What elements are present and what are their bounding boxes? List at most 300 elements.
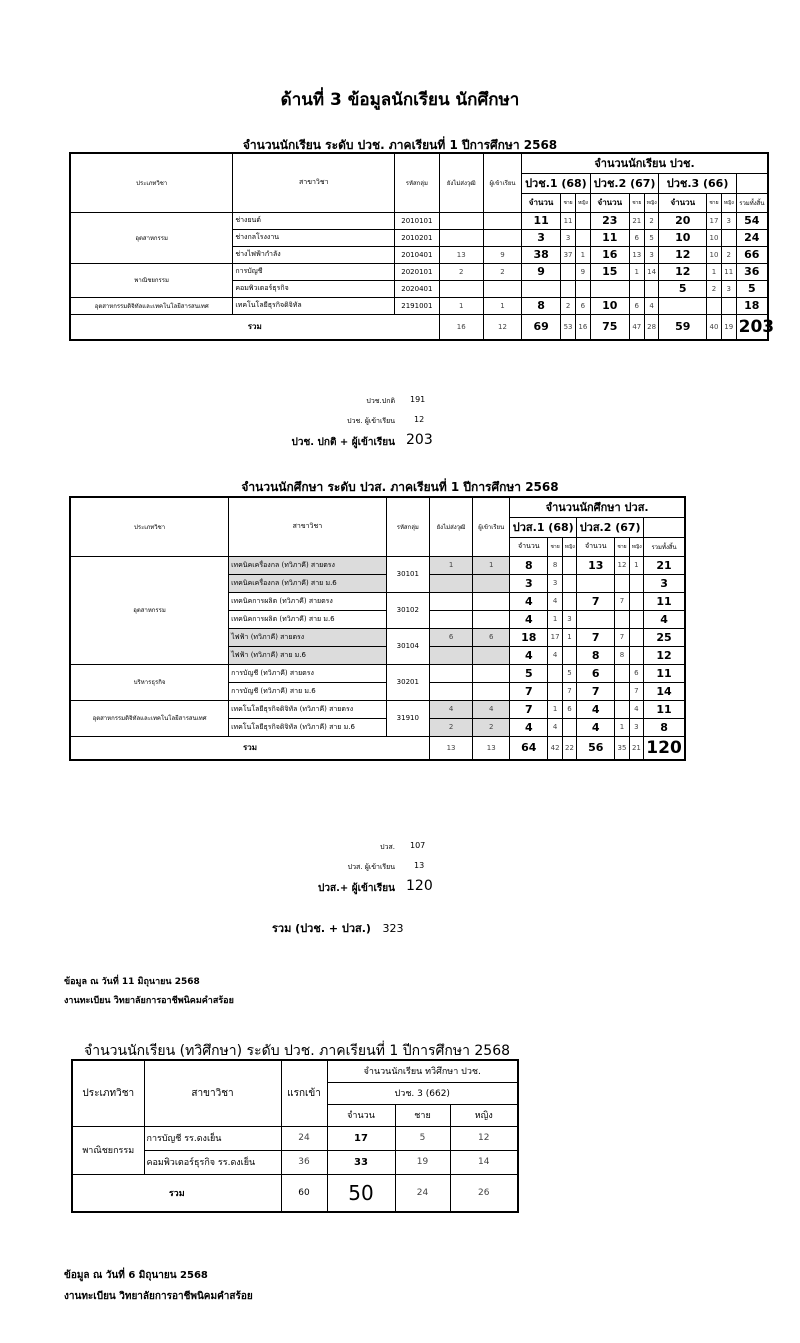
total-applicants: 13: [473, 736, 510, 760]
y1-female-cell: 6: [575, 297, 590, 314]
total-first-entry: 60: [281, 1174, 327, 1212]
summary-value: 107: [410, 841, 426, 850]
y2-female-cell: 3: [629, 718, 643, 736]
y1-count-cell: 18: [510, 628, 548, 646]
code-cell: 30102: [386, 592, 429, 628]
total-y3-male: 40: [707, 314, 722, 340]
total-y1-count: 69: [522, 314, 561, 340]
total-y3-count: 59: [659, 314, 707, 340]
unconfirmed-cell: 1: [429, 556, 472, 574]
y2-male-cell: [615, 682, 629, 700]
header-year1: ปวช.1 (68): [522, 173, 591, 193]
table-row: [70, 664, 685, 682]
header-group: จำนวนนักเรียน ทวิศึกษา ปวช.: [327, 1060, 518, 1082]
total-y2-male: 47: [629, 314, 644, 340]
y1-female-cell: [575, 212, 590, 229]
y1-male-cell: 2: [561, 297, 576, 314]
y3-female-cell: 2: [721, 246, 736, 263]
grand-total-line: [272, 919, 403, 937]
total-cell: 36: [736, 263, 768, 280]
y2-female-cell: [629, 592, 643, 610]
table1-title: จำนวนนักเรียน ระดับ ปวช. ภาคเรียนที่ 1 ปีการศึกษา 2568: [242, 138, 558, 152]
total-cell: 11: [644, 664, 685, 682]
header-male: ชาย: [548, 537, 562, 556]
type-cell: อุตสาหกรรมดิจิทัลและเทคโนโลยีสารสนเทศ: [70, 297, 233, 314]
y2-female-cell: 6: [629, 664, 643, 682]
code-cell: 2010101: [395, 212, 439, 229]
y1-male-cell: 17: [548, 628, 562, 646]
applicants-cell: 4: [473, 700, 510, 718]
unconfirmed-cell: 1: [439, 297, 483, 314]
total-cell: 54: [736, 212, 768, 229]
total-cell: 24: [736, 229, 768, 246]
y2-male-cell: 6: [629, 229, 644, 246]
y2-count-cell: [577, 610, 615, 628]
y3-count-cell: 20: [659, 212, 707, 229]
y1-count-cell: 7: [510, 700, 548, 718]
female-cell: 14: [450, 1150, 518, 1174]
data-date-note: ข้อมูล ณ วันที่ 6 มิถุนายน 2568: [64, 1270, 208, 1281]
y2-female-cell: 7: [629, 682, 643, 700]
header-female: หญิง: [629, 537, 643, 556]
applicants-cell: [483, 229, 521, 246]
header-major: สาขาวิชา: [229, 497, 387, 556]
major-cell: คอมพิวเตอร์ธุรกิจ รร.ดงเย็น: [144, 1150, 281, 1174]
y2-female-cell: [629, 610, 643, 628]
header-applicants: ผู้เข้าเรียน: [483, 153, 521, 212]
total-label: รวม: [70, 314, 439, 340]
total-label: รวม: [72, 1174, 281, 1212]
header-count: จำนวน: [327, 1104, 395, 1126]
y1-male-cell: 3: [561, 229, 576, 246]
y2-female-cell: [644, 280, 659, 297]
unconfirmed-cell: [429, 574, 472, 592]
first-entry-cell: 36: [281, 1150, 327, 1174]
header-applicants: ผู้เข้าเรียน: [473, 497, 510, 556]
header-year1: ปวส.1 (68): [510, 517, 577, 537]
table-row: [70, 700, 685, 718]
count-cell: 17: [327, 1126, 395, 1150]
applicants-cell: [473, 646, 510, 664]
unconfirmed-cell: [439, 280, 483, 297]
total-y1-male: 53: [561, 314, 576, 340]
y2-male-cell: [629, 280, 644, 297]
header-blank: [644, 517, 685, 537]
y2-count-cell: 4: [577, 718, 615, 736]
y3-female-cell: [721, 229, 736, 246]
total-cell: 11: [644, 700, 685, 718]
total-y1-male: 42: [548, 736, 562, 760]
y1-male-cell: 11: [561, 212, 576, 229]
y2-female-cell: 3: [644, 246, 659, 263]
y3-count-cell: [659, 297, 707, 314]
y3-male-cell: 17: [707, 212, 722, 229]
y1-male-cell: 8: [548, 556, 562, 574]
table-row: [70, 556, 685, 574]
header-major: สาขาวิชา: [144, 1060, 281, 1126]
y3-male-cell: 1: [707, 263, 722, 280]
header-code: รหัสกลุ่ม: [395, 153, 439, 212]
y2-female-cell: 1: [629, 556, 643, 574]
header-first-entry: แรกเข้า: [281, 1060, 327, 1126]
unconfirmed-cell: [439, 229, 483, 246]
type-cell: อุตสาหกรรมดิจิทัลและเทคโนโลยีสารสนเทศ: [70, 700, 229, 736]
code-cell: 2010201: [395, 229, 439, 246]
applicants-cell: 9: [483, 246, 521, 263]
unconfirmed-cell: [429, 592, 472, 610]
header-group: จำนวนนักศึกษา ปวส.: [510, 497, 685, 517]
y2-count-cell: 15: [590, 263, 629, 280]
y2-count-cell: 23: [590, 212, 629, 229]
code-cell: 30201: [386, 664, 429, 700]
table-pvc-students: [69, 152, 775, 341]
header-male: ชาย: [629, 193, 644, 212]
total-cell: 25: [644, 628, 685, 646]
unconfirmed-cell: 13: [439, 246, 483, 263]
unconfirmed-cell: 6: [429, 628, 472, 646]
table-hvc-students: [69, 496, 686, 761]
applicants-cell: [473, 682, 510, 700]
unconfirmed-cell: [429, 664, 472, 682]
header-count: จำนวน: [577, 537, 615, 556]
code-cell: 2020101: [395, 263, 439, 280]
header-group: จำนวนนักเรียน ปวช.: [522, 153, 768, 173]
header-female: หญิง: [450, 1104, 518, 1126]
type-cell: พาณิชยกรรม: [70, 263, 233, 297]
applicants-cell: 2: [483, 263, 521, 280]
code-cell: 2010401: [395, 246, 439, 263]
y1-count-cell: [522, 280, 561, 297]
total-y3-female: 19: [721, 314, 736, 340]
header-unconfirmed: ยังไม่ส่งวุฒิ: [429, 497, 472, 556]
y1-female-cell: 1: [562, 628, 576, 646]
major-cell: การบัญชี (ทวิภาคี) สาย ม.6: [229, 682, 387, 700]
y1-female-cell: [575, 229, 590, 246]
y1-female-cell: [562, 556, 576, 574]
male-cell: 19: [395, 1150, 450, 1174]
major-cell: ช่างยนต์: [233, 212, 395, 229]
y1-count-cell: 11: [522, 212, 561, 229]
total-male: 24: [395, 1174, 450, 1212]
y1-count-cell: 38: [522, 246, 561, 263]
type-cell: บริหารธุรกิจ: [70, 664, 229, 700]
summary-value: 12: [414, 415, 425, 424]
y1-male-cell: 1: [548, 700, 562, 718]
y1-male-cell: 1: [548, 610, 562, 628]
major-cell: ช่างไฟฟ้ากำลัง: [233, 246, 395, 263]
header-year3: ปวช.3 (66): [659, 173, 736, 193]
total-cell: 21: [644, 556, 685, 574]
y1-count-cell: 4: [510, 592, 548, 610]
y1-female-cell: [562, 574, 576, 592]
unconfirmed-cell: 4: [429, 700, 472, 718]
major-cell: เทคนิคการผลิต (ทวิภาคี) สาย ม.6: [229, 610, 387, 628]
y2-female-cell: 4: [644, 297, 659, 314]
total-y2-female: 28: [644, 314, 659, 340]
y2-count-cell: 10: [590, 297, 629, 314]
major-cell: เทคนิคการผลิต (ทวิภาคี) สายตรง: [229, 592, 387, 610]
major-cell: ช่างกลโรงงาน: [233, 229, 395, 246]
female-cell: 12: [450, 1126, 518, 1150]
y3-count-cell: 12: [659, 246, 707, 263]
y2-count-cell: [577, 574, 615, 592]
y3-female-cell: [721, 297, 736, 314]
total-cell: 18: [736, 297, 768, 314]
total-label: รวม: [70, 736, 429, 760]
header-male: ชาย: [615, 537, 629, 556]
y1-male-cell: [548, 664, 562, 682]
table-total-row: [70, 736, 685, 760]
header-blank: [736, 173, 768, 193]
unconfirmed-cell: [429, 646, 472, 664]
y2-male-cell: [615, 610, 629, 628]
unconfirmed-cell: 2: [429, 718, 472, 736]
y1-female-cell: 3: [562, 610, 576, 628]
y1-female-cell: [562, 718, 576, 736]
y2-male-cell: [615, 574, 629, 592]
y1-count-cell: 5: [510, 664, 548, 682]
y2-male-cell: 12: [615, 556, 629, 574]
applicants-cell: [483, 212, 521, 229]
first-entry-cell: 24: [281, 1126, 327, 1150]
y1-male-cell: [561, 280, 576, 297]
total-cell: 3: [644, 574, 685, 592]
major-cell: คอมพิวเตอร์ธุรกิจ: [233, 280, 395, 297]
total-y1-female: 22: [562, 736, 576, 760]
table2-title: จำนวนนักศึกษา ระดับ ปวส. ภาคเรียนที่ 1 ปีการศึกษา 2568: [241, 480, 559, 494]
unconfirmed-cell: 2: [439, 263, 483, 280]
y1-male-cell: 4: [548, 718, 562, 736]
summary-label: ปวส. ผู้เข้าเรียน: [347, 863, 395, 871]
y2-male-cell: [615, 700, 629, 718]
total-y2-female: 21: [629, 736, 643, 760]
unconfirmed-cell: [429, 610, 472, 628]
type-cell: อุตสาหกรรม: [70, 212, 233, 263]
y2-count-cell: 7: [577, 682, 615, 700]
summary-value: 191: [410, 395, 426, 404]
y2-male-cell: 6: [629, 297, 644, 314]
y1-female-cell: [562, 646, 576, 664]
applicants-cell: [483, 280, 521, 297]
y3-male-cell: 10: [707, 229, 722, 246]
y1-female-cell: [575, 280, 590, 297]
y1-count-cell: 4: [510, 610, 548, 628]
office-note: งานทะเบียน วิทยาลัยการอาชีพนิคมคำสร้อย: [64, 996, 234, 1006]
y3-male-cell: [707, 297, 722, 314]
y1-count-cell: 4: [510, 646, 548, 664]
y1-count-cell: 8: [522, 297, 561, 314]
header-female: หญิง: [562, 537, 576, 556]
applicants-cell: 1: [473, 556, 510, 574]
summary-pvc: [250, 392, 470, 454]
y2-count-cell: 7: [577, 628, 615, 646]
total-y2-count: 75: [590, 314, 629, 340]
code-cell: 30104: [386, 628, 429, 664]
header-female: หญิง: [644, 193, 659, 212]
y3-male-cell: 10: [707, 246, 722, 263]
major-cell: เทคโนโลยีธุรกิจดิจิทัล (ทวิภาคี) สาย ม.6: [229, 718, 387, 736]
header-year2: ปวช.2 (67): [590, 173, 659, 193]
total-cell: 14: [644, 682, 685, 700]
total-unconfirmed: 16: [439, 314, 483, 340]
grand-total: 203: [736, 314, 768, 340]
table-dual-students: [71, 1059, 519, 1213]
y2-male-cell: 21: [629, 212, 644, 229]
y2-count-cell: 13: [577, 556, 615, 574]
grand-total-label: รวม (ปวช. + ปวส.): [272, 922, 371, 935]
header-count: จำนวน: [590, 193, 629, 212]
header-male: ชาย: [707, 193, 722, 212]
y1-female-cell: 6: [562, 700, 576, 718]
grand-total: 120: [644, 736, 685, 760]
y2-female-cell: 14: [644, 263, 659, 280]
y1-female-cell: 7: [562, 682, 576, 700]
type-cell: พาณิชยกรรม: [72, 1126, 144, 1174]
y3-male-cell: 2: [707, 280, 722, 297]
summary-label: ปวส.: [380, 843, 395, 851]
table-total-row: [70, 314, 768, 340]
total-y1-count: 64: [510, 736, 548, 760]
y2-count-cell: 6: [577, 664, 615, 682]
y2-female-cell: [629, 628, 643, 646]
summary-label: ปวส.+ ผู้เข้าเรียน: [318, 883, 395, 894]
y1-count-cell: 9: [522, 263, 561, 280]
summary-label: ปวช. ปกติ + ผู้เข้าเรียน: [291, 437, 395, 448]
summary-value: 13: [414, 861, 425, 870]
y2-count-cell: 16: [590, 246, 629, 263]
major-cell: ไฟฟ้า (ทวิภาคี) สายตรง: [229, 628, 387, 646]
page-title: ด้านที่ 3 ข้อมูลนักเรียน นักศึกษา: [280, 90, 520, 110]
header-total: รวมทั้งสิ้น: [644, 537, 685, 556]
total-y2-count: 56: [577, 736, 615, 760]
total-unconfirmed: 13: [429, 736, 472, 760]
header-unconfirmed: ยังไม่ส่งวุฒิ: [439, 153, 483, 212]
y2-count-cell: 8: [577, 646, 615, 664]
header-female: หญิง: [575, 193, 590, 212]
header-major: สาขาวิชา: [233, 153, 395, 212]
total-cell: 12: [644, 646, 685, 664]
major-cell: เทคนิคเครื่องกล (ทวิภาคี) สายตรง: [229, 556, 387, 574]
y2-male-cell: [615, 664, 629, 682]
summary-label: ปวช.ปกติ: [366, 397, 395, 405]
y3-count-cell: 5: [659, 280, 707, 297]
y2-male-cell: 1: [615, 718, 629, 736]
header-male: ชาย: [561, 193, 576, 212]
applicants-cell: [473, 664, 510, 682]
major-cell: การบัญชี (ทวิภาคี) สายตรง: [229, 664, 387, 682]
table-row: [70, 263, 768, 280]
total-applicants: 12: [483, 314, 521, 340]
header-total: รวมทั้งสิ้น: [736, 193, 768, 212]
type-cell: อุตสาหกรรม: [70, 556, 229, 664]
table3-title: จำนวนนักเรียน (ทวิศึกษา) ระดับ ปวช. ภาคเรียนที่ 1 ปีการศึกษา 2568: [84, 1043, 511, 1059]
header-type: ประเภทวิชา: [70, 153, 233, 212]
unconfirmed-cell: [439, 212, 483, 229]
applicants-cell: 6: [473, 628, 510, 646]
total-female: 26: [450, 1174, 518, 1212]
header-type: ประเภทวิชา: [72, 1060, 144, 1126]
summary-value: 120: [406, 878, 433, 894]
applicants-cell: [473, 574, 510, 592]
summary-label: ปวช. ผู้เข้าเรียน: [347, 417, 395, 425]
summary-hvc: [250, 838, 470, 900]
y2-female-cell: [629, 646, 643, 664]
major-cell: ไฟฟ้า (ทวิภาคี) สาย ม.6: [229, 646, 387, 664]
major-cell: การบัญชี รร.ดงเย็น: [144, 1126, 281, 1150]
y3-female-cell: 3: [721, 280, 736, 297]
y2-count-cell: 11: [590, 229, 629, 246]
y2-male-cell: 13: [629, 246, 644, 263]
header-year3: ปวช. 3 (662): [327, 1082, 518, 1104]
total-cell: 8: [644, 718, 685, 736]
y1-male-cell: 4: [548, 592, 562, 610]
applicants-cell: [473, 592, 510, 610]
y2-female-cell: 5: [644, 229, 659, 246]
y1-female-cell: 1: [575, 246, 590, 263]
y1-female-cell: [562, 592, 576, 610]
total-cell: 11: [644, 592, 685, 610]
y2-male-cell: 8: [615, 646, 629, 664]
y3-count-cell: 12: [659, 263, 707, 280]
y1-male-cell: 37: [561, 246, 576, 263]
major-cell: เทคนิคเครื่องกล (ทวิภาคี) สาย ม.6: [229, 574, 387, 592]
y2-female-cell: 4: [629, 700, 643, 718]
y2-count-cell: 7: [577, 592, 615, 610]
total-cell: 66: [736, 246, 768, 263]
y1-count-cell: 7: [510, 682, 548, 700]
y3-female-cell: 3: [721, 212, 736, 229]
y2-count-cell: [590, 280, 629, 297]
code-cell: 30101: [386, 556, 429, 592]
y2-female-cell: 2: [644, 212, 659, 229]
header-code: รหัสกลุ่ม: [386, 497, 429, 556]
applicants-cell: 1: [483, 297, 521, 314]
data-date-note: ข้อมูล ณ วันที่ 11 มิถุนายน 2568: [64, 977, 200, 987]
total-y1-female: 16: [575, 314, 590, 340]
grand-total-value: 323: [382, 922, 404, 935]
y2-male-cell: 7: [615, 628, 629, 646]
table-row: [70, 297, 768, 314]
y2-male-cell: 7: [615, 592, 629, 610]
table-row: [70, 212, 768, 229]
table-row: [72, 1126, 518, 1150]
y1-female-cell: 9: [575, 263, 590, 280]
applicants-cell: 2: [473, 718, 510, 736]
male-cell: 5: [395, 1126, 450, 1150]
total-y2-male: 35: [615, 736, 629, 760]
y3-female-cell: 11: [721, 263, 736, 280]
header-count: จำนวน: [510, 537, 548, 556]
header-year2: ปวส.2 (67): [577, 517, 644, 537]
count-cell: 33: [327, 1150, 395, 1174]
summary-value: 203: [406, 432, 433, 448]
major-cell: เทคโนโลยีธุรกิจดิจิทัล (ทวิภาคี) สายตรง: [229, 700, 387, 718]
applicants-cell: [473, 610, 510, 628]
y1-count-cell: 8: [510, 556, 548, 574]
y1-female-cell: 5: [562, 664, 576, 682]
total-cell: 4: [644, 610, 685, 628]
header-male: ชาย: [395, 1104, 450, 1126]
y1-male-cell: [561, 263, 576, 280]
header-type: ประเภทวิชา: [70, 497, 229, 556]
y1-male-cell: 3: [548, 574, 562, 592]
major-cell: การบัญชี: [233, 263, 395, 280]
y1-male-cell: 4: [548, 646, 562, 664]
total-cell: 5: [736, 280, 768, 297]
code-cell: 31910: [386, 700, 429, 736]
header-count: จำนวน: [659, 193, 707, 212]
code-cell: 2191001: [395, 297, 439, 314]
